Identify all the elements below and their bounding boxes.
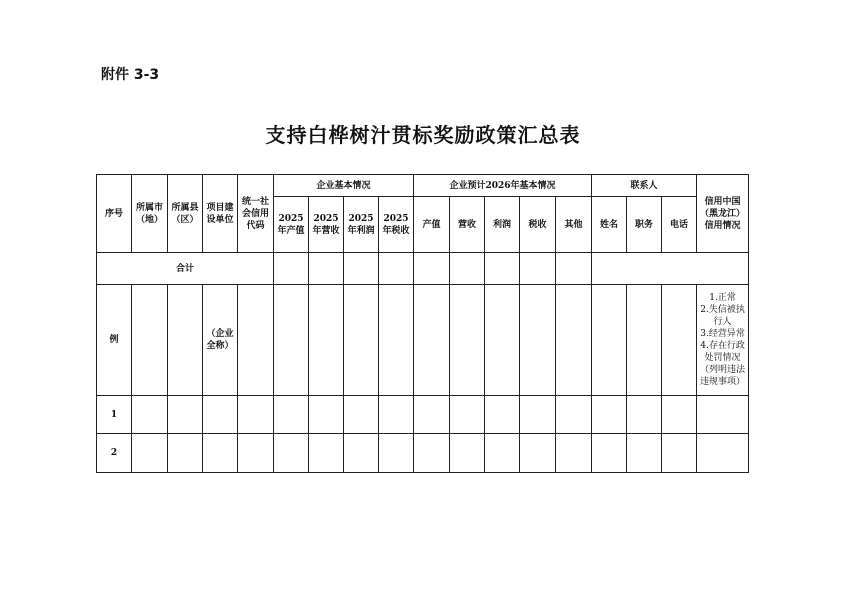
table-cell — [556, 396, 592, 434]
table-cell — [520, 253, 556, 285]
header-basic-group: 企业基本情况 — [274, 175, 414, 197]
header-forecast-tax: 税收 — [520, 197, 556, 253]
table-cell — [132, 396, 168, 434]
table-cell — [309, 253, 344, 285]
example-seq: 例 — [97, 285, 132, 396]
document-title: 支持白桦树汁贯标奖励政策汇总表 — [265, 123, 581, 147]
table-cell — [203, 396, 238, 434]
table-cell — [132, 434, 168, 473]
header-contact-group: 联系人 — [592, 175, 697, 197]
header-basic-revenue: 2025年营收 — [309, 197, 344, 253]
total-label: 合计 — [97, 253, 274, 285]
table-cell — [662, 434, 697, 473]
table-cell — [309, 434, 344, 473]
table-cell — [414, 253, 450, 285]
table-cell — [414, 434, 450, 473]
table-cell — [520, 396, 556, 434]
example-credit-desc — [697, 285, 749, 396]
header-basic-tax: 2025年税收 — [379, 197, 414, 253]
table-cell — [520, 285, 556, 396]
header-forecast-group: 企业预计2026年基本情况 — [414, 175, 592, 197]
table-cell — [414, 396, 450, 434]
table-row — [97, 396, 749, 434]
table-cell — [379, 253, 414, 285]
header-forecast-profit: 利润 — [485, 197, 520, 253]
header-basic-profit: 2025年利润 — [344, 197, 379, 253]
table-cell — [520, 434, 556, 473]
table-cell — [274, 285, 309, 396]
table-cell — [168, 285, 203, 396]
table-cell — [344, 253, 379, 285]
table-cell — [662, 285, 697, 396]
table-cell — [414, 285, 450, 396]
table-cell — [274, 396, 309, 434]
table-cell — [485, 396, 520, 434]
table-cell — [485, 253, 520, 285]
table-row — [97, 434, 749, 473]
table-cell — [344, 396, 379, 434]
header-forecast-output: 产值 — [414, 197, 450, 253]
header-forecast-revenue: 营收 — [450, 197, 485, 253]
table-cell — [379, 396, 414, 434]
table-cell — [379, 285, 414, 396]
header-contact-title: 职务 — [627, 197, 662, 253]
header-row-1 — [97, 175, 749, 197]
header-seq: 序号 — [97, 175, 132, 253]
table-cell — [485, 434, 520, 473]
header-credit-code: 统一社会信用代码 — [238, 175, 274, 253]
table-cell — [450, 285, 485, 396]
table-cell — [450, 434, 485, 473]
table-cell — [556, 434, 592, 473]
summary-table — [96, 174, 749, 473]
table-cell — [132, 285, 168, 396]
table-cell — [627, 396, 662, 434]
example-unit: （企业全称） — [203, 285, 238, 396]
row-seq: 1 — [97, 396, 132, 434]
header-credit-status: 信用中国（黑龙江）信用情况 — [697, 175, 749, 253]
credit-desc-text: 1.正常 2.失信被执行人 3.经营异常 4.存在行政处罚情况（列明违法违规事项） — [700, 293, 746, 387]
table-cell — [238, 285, 274, 396]
row-seq: 2 — [97, 434, 132, 473]
table-cell — [309, 285, 344, 396]
table-cell — [274, 434, 309, 473]
table-cell — [627, 434, 662, 473]
table-cell — [662, 396, 697, 434]
table-cell — [168, 434, 203, 473]
table-cell — [592, 396, 627, 434]
table-cell — [556, 285, 592, 396]
table-cell — [238, 396, 274, 434]
table-cell — [556, 253, 592, 285]
header-city: 所属市（地） — [132, 175, 168, 253]
total-row — [97, 253, 749, 285]
table-cell — [697, 434, 749, 473]
header-unit: 项目建设单位 — [203, 175, 238, 253]
table-cell — [309, 396, 344, 434]
table-cell — [450, 396, 485, 434]
header-county: 所属县（区） — [168, 175, 203, 253]
example-row — [97, 285, 749, 396]
table-cell — [627, 285, 662, 396]
table-cell — [592, 253, 749, 285]
table-cell — [344, 434, 379, 473]
header-forecast-other: 其他 — [556, 197, 592, 253]
table-cell — [697, 396, 749, 434]
table-cell — [168, 396, 203, 434]
header-basic-output: 2025年产值 — [274, 197, 309, 253]
attachment-label: 附件 3-3 — [101, 67, 160, 83]
table-cell — [344, 285, 379, 396]
header-contact-phone: 电话 — [662, 197, 697, 253]
table-cell — [592, 434, 627, 473]
table-cell — [379, 434, 414, 473]
table-cell — [238, 434, 274, 473]
header-contact-name: 姓名 — [592, 197, 627, 253]
table-cell — [203, 434, 238, 473]
table-cell — [274, 253, 309, 285]
table-cell — [450, 253, 485, 285]
table-cell — [592, 285, 627, 396]
table-cell — [485, 285, 520, 396]
